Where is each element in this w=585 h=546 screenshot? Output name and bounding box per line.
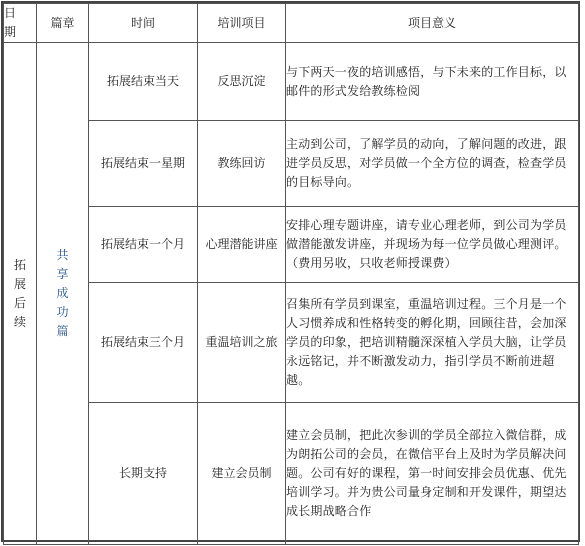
time-cell: 拓展结束一个月 bbox=[89, 207, 198, 283]
training-followup-table bbox=[3, 3, 579, 545]
time-cell: 拓展结束三个月 bbox=[89, 283, 198, 403]
meaning-cell: 召集所有学员到课室，重温培训过程。三个月是一个人习惯养成和性格转变的孵化期，回顾往昔，会加深学员的印象，把培训精髓深深植入学员大脑，让学员永远铭记，并不断激发动力，指引学员不断前进超越。 bbox=[286, 283, 579, 403]
table-row bbox=[4, 207, 579, 283]
item-cell: 教练回访 bbox=[198, 121, 286, 207]
meaning-cell: 安排心理专题讲座，请专业心理老师，到公司为学员做潜能激发讲座，并现场为每一位学员做心理测评。（费用另收，只收老师授课费） bbox=[286, 207, 579, 283]
meaning-cell: 建立会员制，把此次参训的学员全部拉入微信群，成为朗拓公司的会员，在微信平台上及时为学员解决问题。公司有好的课程，第一时间安排会员优惠、优先培训学习。并为贵公司量身定制和开发课件，期望达成长期战略合作 bbox=[286, 403, 579, 545]
chapter-cell: 共享成功篇 bbox=[37, 43, 89, 545]
meaning-cell: 主动到公司，了解学员的动向，了解问题的改进，跟进学员反思，对学员做一个全方位的调查，检查学员的目标导向。 bbox=[286, 121, 579, 207]
table-row bbox=[4, 283, 579, 403]
item-cell: 建立会员制 bbox=[198, 403, 286, 545]
header-item: 培训项目 bbox=[198, 4, 286, 43]
table-row bbox=[4, 403, 579, 545]
meaning-cell: 与下两天一夜的培训感悟，与下未来的工作目标，以邮件的形式发给教练检阅 bbox=[286, 43, 579, 121]
time-cell: 拓展结束一星期 bbox=[89, 121, 198, 207]
header-date: 日期 bbox=[4, 4, 37, 43]
time-cell: 长期支持 bbox=[89, 403, 198, 545]
table-row bbox=[4, 121, 579, 207]
header-time: 时间 bbox=[89, 4, 198, 43]
date-cell: 拓展后续 bbox=[4, 43, 37, 545]
item-cell: 重温培训之旅 bbox=[198, 283, 286, 403]
table-header-row bbox=[4, 4, 579, 43]
time-cell: 拓展结束当天 bbox=[89, 43, 198, 121]
item-cell: 反思沉淀 bbox=[198, 43, 286, 121]
table-row bbox=[4, 43, 579, 121]
item-cell: 心理潜能讲座 bbox=[198, 207, 286, 283]
header-chapter: 篇章 bbox=[37, 4, 89, 43]
header-meaning: 项目意义 bbox=[286, 4, 579, 43]
